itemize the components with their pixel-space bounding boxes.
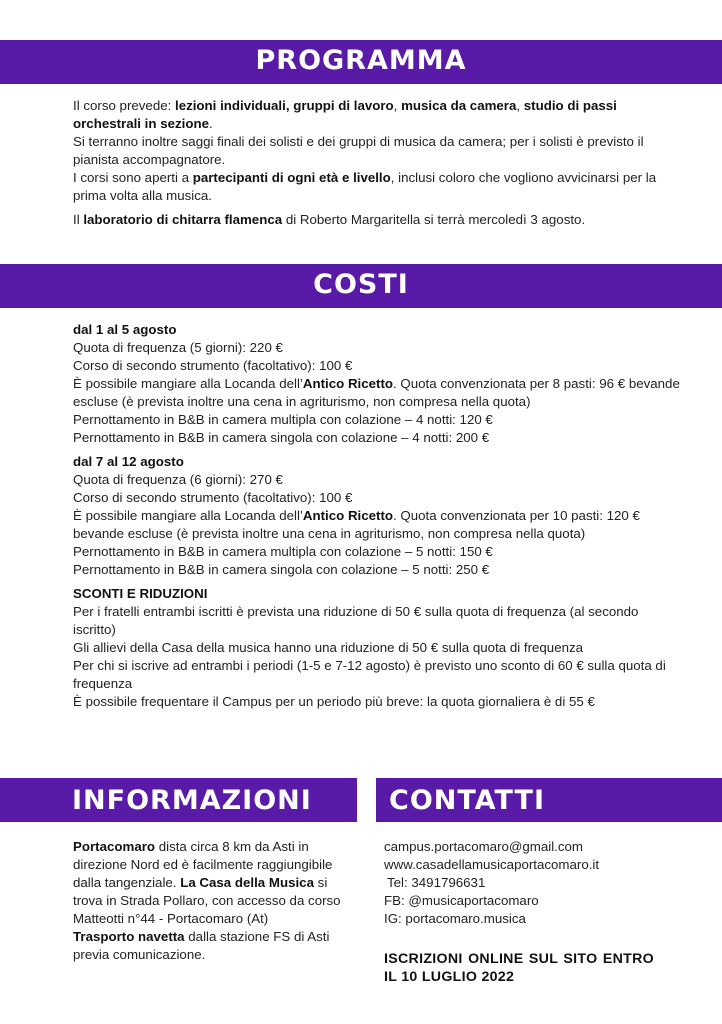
period1-camera-multipla: Pernottamento in B&B in camera multipla con colazione – 4 notti: 120 € <box>73 412 493 427</box>
text: , <box>393 98 402 113</box>
contact-email[interactable]: campus.portacomaro@gmail.com <box>384 839 583 854</box>
contact-phone: Tel: 3491796631 <box>387 875 486 890</box>
costi-header-band <box>0 264 722 308</box>
period1-secondo-strumento: Corso di secondo strumento (facoltativo): 100 € <box>73 358 353 373</box>
text: , <box>516 98 524 113</box>
bold-text: Antico Ricetto <box>302 376 394 391</box>
sconti-heading: SCONTI E RIDUZIONI <box>73 586 208 601</box>
programma-paragraph-1 <box>73 97 658 133</box>
contact-facebook: FB: @musicaportacomaro <box>384 893 539 908</box>
bold-text: Portacomaro <box>73 839 156 854</box>
period1-quota: Quota di frequenza (5 giorni): 220 € <box>73 340 283 355</box>
text: , inclusi coloro che vogliono avvicinarsi per la prima volta alla musica. <box>73 170 657 203</box>
period1-camera-singola: Pernottamento in B&B in camera singola con colazione – 4 notti: 200 € <box>73 430 490 445</box>
period2-heading: dal 7 al 12 agosto <box>73 454 184 469</box>
sconto-item: Per i fratelli entrambi iscritti è prevista una riduzione di 50 € sulla quota di frequenza (al secondo iscritto) <box>73 604 639 637</box>
programma-header-band <box>0 40 722 84</box>
text: di Roberto Margaritella si terrà mercoledì 3 agosto. <box>282 212 586 227</box>
sconto-item: Gli allievi della Casa della musica hanno una riduzione di 50 € sulla quota di frequenza <box>73 640 584 655</box>
text: . Quota convenzionata per 8 pasti: 96 € bevande escluse (è prevista inoltre una cena in agriturismo, non compresa nella quota) <box>73 376 680 409</box>
text: Il corso prevede: <box>73 98 175 113</box>
programma-paragraph-3 <box>73 169 658 205</box>
contatti-title: CONTATTI <box>389 785 545 816</box>
text: I corsi sono aperti a <box>73 170 193 185</box>
text: . <box>208 116 213 131</box>
text: dista circa 8 km da Asti in direzione Nord ed è facilmente raggiungibile dalla tangenziale. <box>73 839 333 890</box>
informazioni-text <box>73 838 358 964</box>
period2-camera-singola: Pernottamento in B&B in camera singola con colazione – 5 notti: 250 € <box>73 562 490 577</box>
text: . Quota convenzionata per 10 pasti: 120 € bevande escluse (è prevista inoltre una cena in agriturismo, non compresa nella quota) <box>73 508 640 541</box>
informazioni-header-band <box>0 778 357 822</box>
text: dalla stazione FS di Asti previa comunicazione. <box>73 929 330 962</box>
bold-text: Antico Ricetto <box>302 508 394 523</box>
bold-text: musica da camera <box>401 98 517 113</box>
programma-paragraph-4 <box>73 211 658 229</box>
programma-title: PROGRAMMA <box>255 45 467 76</box>
text: È possibile mangiare alla Locanda dell’ <box>73 508 303 523</box>
iscrizioni-deadline: ISCRIZIONI ONLINE SUL SITO ENTRO IL 10 LUGLIO 2022 <box>384 951 654 985</box>
bold-text: laboratorio di chitarra flamenca <box>83 212 283 227</box>
informazioni-title: INFORMAZIONI <box>72 785 312 816</box>
programma-paragraph-2: Si terranno inoltre saggi finali dei solisti e dei gruppi di musica da camera; per i solisti è previsto il pianista accompagnatore. <box>73 134 644 167</box>
period2-pasti <box>73 507 683 543</box>
text: si trova in Strada Pollaro, con accesso da corso Matteotti n°44 - Portacomaro (At) <box>73 875 341 926</box>
text: Il <box>73 212 84 227</box>
bold-text: lezioni individuali, gruppi di lavoro <box>175 98 394 113</box>
bold-text: partecipanti di ogni età e livello <box>192 170 391 185</box>
info-navetta <box>73 928 358 964</box>
period2-camera-multipla: Pernottamento in B&B in camera multipla con colazione – 5 notti: 150 € <box>73 544 493 559</box>
contact-website[interactable]: www.casadellamusicaportacomaro.it <box>384 857 600 872</box>
bold-text: Trasporto navetta <box>73 929 185 944</box>
text: È possibile mangiare alla Locanda dell’ <box>73 376 303 391</box>
contatti-text <box>384 838 684 928</box>
contact-instagram: IG: portacomaro.musica <box>384 911 526 926</box>
period2-secondo-strumento: Corso di secondo strumento (facoltativo): 100 € <box>73 490 353 505</box>
bold-text: La Casa della Musica <box>180 875 314 890</box>
programma-text <box>73 97 658 229</box>
period1-pasti <box>73 375 683 411</box>
bold-text: studio di passi orchestrali in sezione <box>73 98 617 131</box>
period1-heading: dal 1 al 5 agosto <box>73 322 177 337</box>
sconto-item: È possibile frequentare il Campus per un periodo più breve: la quota giornaliera è di 55 € <box>73 694 595 709</box>
contatti-header-band <box>376 778 722 822</box>
period2-quota: Quota di frequenza (6 giorni): 270 € <box>73 472 283 487</box>
costi-title: COSTI <box>313 269 409 300</box>
sconto-item: Per chi si iscrive ad entrambi i periodi (1-5 e 7-12 agosto) è previsto uno sconto di 60 € sulla quota di frequenza <box>73 658 666 691</box>
costi-text <box>73 321 683 711</box>
info-paragraph <box>73 838 358 928</box>
